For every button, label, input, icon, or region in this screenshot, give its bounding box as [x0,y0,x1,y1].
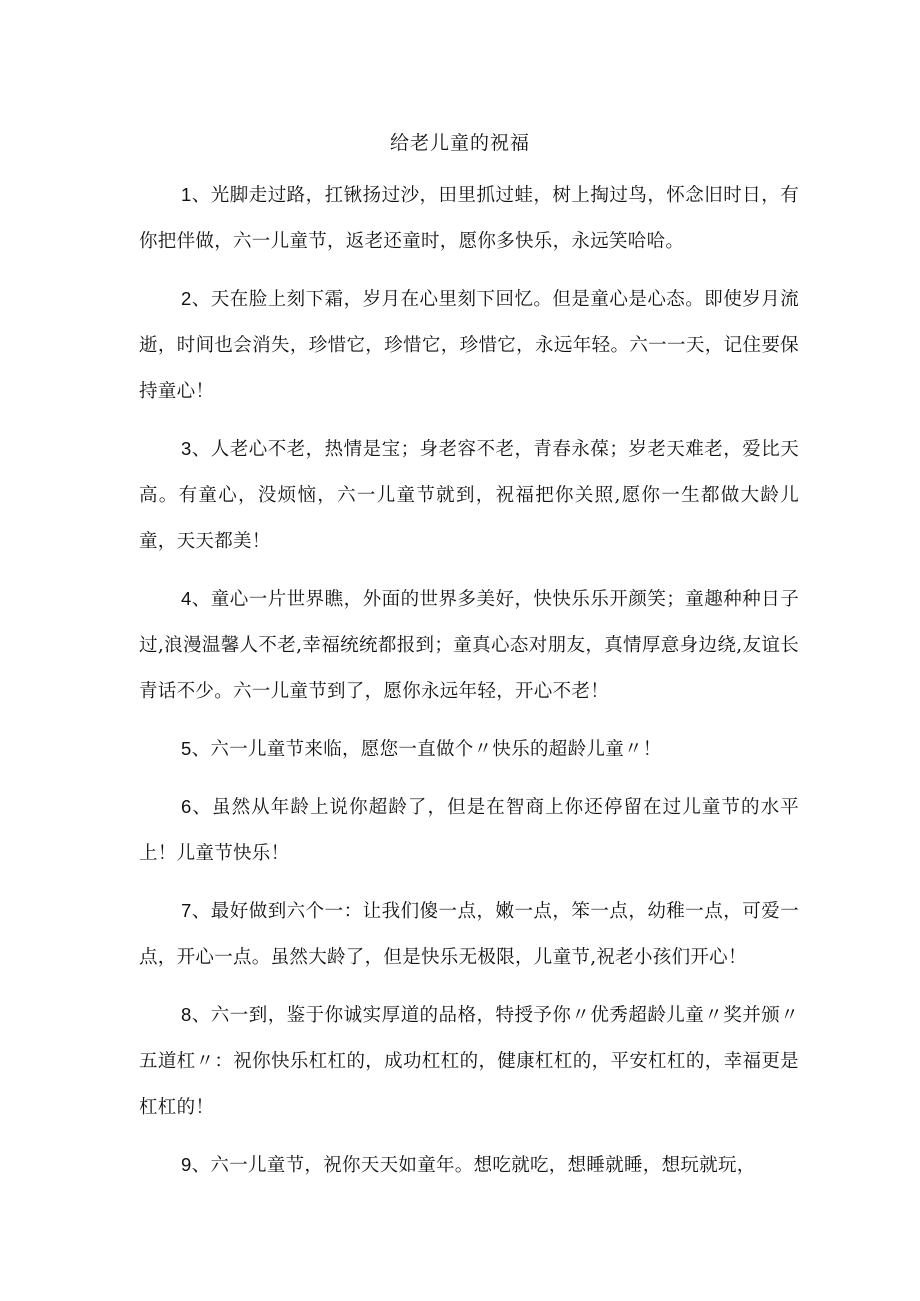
paragraph-number: 2 [181,288,192,309]
paragraph-number: 7 [181,900,192,921]
paragraph-number: 5 [181,738,192,759]
paragraph-text: 、六一到，鉴于你诚实厚道的品格，特授予你〃优秀超龄儿童〃奖并颁〃五道杠〃：祝你快乐杠杠的，成功杠杠的，健康杠杠的，平安杠杠的，幸福更是杠杠的！ [139,1005,799,1118]
paragraph-text: 、天在脸上刻下霜，岁月在心里刻下回忆。但是童心是心态。即使岁月流逝，时间也会消失，珍惜它，珍惜它，珍惜它，永远年轻。六一一天，记住要保持童心！ [139,289,799,402]
paragraph-text: 、最好做到六个一：让我们傻一点，嫩一点，笨一点，幼稚一点，可爱一点，开心一点。虽然大龄了，但是快乐无极限，儿童节,祝老小孩们开心！ [139,901,799,968]
paragraph-number: 1 [181,184,192,205]
paragraph-number: 4 [181,588,192,609]
paragraph-7 [139,888,799,981]
paragraph-8 [139,992,799,1131]
paragraph-3 [139,426,799,565]
paragraph-text: 、光脚走过路，扛锹扬过沙，田里抓过蛙，树上掏过鸟，怀念旧时日，有你把伴做，六一儿童节，返老还童时，愿你多快乐，永远笑哈哈。 [139,185,799,252]
document-body [139,172,799,1200]
paragraph-1 [139,172,799,265]
paragraph-text: 、六一儿童节，祝你天天如童年。想吃就吃，想睡就睡，想玩就玩， [191,1155,756,1176]
document-title: 给老儿童的祝福 [389,132,530,154]
paragraph-6 [139,784,799,877]
paragraph-number: 3 [181,438,192,459]
paragraph-9 [139,1142,799,1189]
paragraph-text: 、虽然从年龄上说你超龄了，但是在智商上你还停留在过儿童节的水平上！儿童节快乐！ [139,797,799,864]
paragraph-number: 6 [181,796,192,817]
paragraph-4 [139,576,799,715]
paragraph-number: 8 [181,1004,192,1025]
paragraph-text: 、童心一片世界瞧，外面的世界多美好，快快乐乐开颜笑；童趣种种日子过,浪漫温馨人不老,幸福统统都报到；童真心态对朋友，真情厚意身边绕,友谊长青话不少。六一儿童节到了，愿你永远年轻，开心不老！ [139,589,799,702]
paragraph-number: 9 [181,1154,192,1175]
paragraph-2 [139,276,799,415]
paragraph-text: 、人老心不老，热情是宝；身老容不老，青春永葆；岁老天难老，爱比天高。有童心，没烦恼，六一儿童节就到，祝福把你关照,愿你一生都做大龄儿童，天天都美！ [139,439,799,552]
paragraph-text: 、六一儿童节来临，愿您一直做个〃快乐的超龄儿童〃！ [191,739,662,760]
paragraph-5 [139,726,799,773]
